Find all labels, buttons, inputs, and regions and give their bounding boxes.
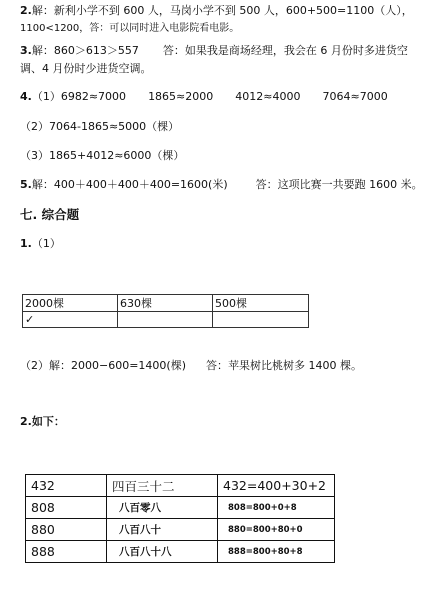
q1-part2-answer: 答：苹果树比桃树多 1400 棵。 xyxy=(206,359,362,372)
q5-number: 5. xyxy=(20,178,32,191)
check-mark-cell xyxy=(23,312,118,328)
table-row xyxy=(26,475,335,497)
table-row xyxy=(23,312,309,328)
table-row xyxy=(26,497,335,519)
table-cell: 880=800+80+0 xyxy=(218,519,335,541)
q4-number: 4. xyxy=(20,90,32,103)
q4-estimate-1: 6982≈7000 xyxy=(60,90,127,103)
table-cell: 2000棵 xyxy=(23,295,118,312)
q4-estimate-4: 7064≈7000 xyxy=(322,90,388,103)
q5-line xyxy=(20,177,423,193)
table-cell: 630棵 xyxy=(118,295,213,312)
q4-part1-label: （1） xyxy=(31,90,61,103)
q1-part1-line xyxy=(20,236,61,252)
table-cell: 500棵 xyxy=(213,295,309,312)
table-cell: 432 xyxy=(26,475,107,497)
table-cell: 808=800+0+8 xyxy=(218,497,335,519)
q1-part1-label: （1） xyxy=(31,237,61,250)
q4-part3: （3）1865+4012≈6000（棵） xyxy=(20,149,185,162)
table-cell: 四百三十二 xyxy=(107,475,218,497)
table-cell: 880 xyxy=(26,519,107,541)
table-cell: 808 xyxy=(26,497,107,519)
q3-line1 xyxy=(20,43,408,59)
q1-part2-solution: （2）解：2000−600=1400(棵) xyxy=(20,359,186,372)
q4-part2: （2）7064-1865≈5000（棵） xyxy=(20,120,180,133)
table-cell: 八百八十 xyxy=(107,519,218,541)
q1-part2-line xyxy=(20,358,362,374)
table-cell xyxy=(213,312,309,328)
q5-solution: 解：400＋400＋400＋400=1600(米) xyxy=(31,178,228,191)
q2-number: 2. xyxy=(20,4,32,17)
table-cell: 432=400+30+2 xyxy=(218,475,335,497)
q3-number: 3. xyxy=(20,44,32,57)
table-row xyxy=(26,541,335,563)
table-row xyxy=(26,519,335,541)
table-cell: 888 xyxy=(26,541,107,563)
table-row xyxy=(23,295,309,312)
table-cell: 888=800+80+8 xyxy=(218,541,335,563)
q2b-text: 如下： xyxy=(31,415,65,428)
table-cell: 八百八十八 xyxy=(107,541,218,563)
tree-count-table xyxy=(22,294,309,328)
section-title: 七. 综合题 xyxy=(20,207,80,222)
q5-answer: 答：这项比赛一共要跑 1600 米。 xyxy=(255,178,423,191)
q3-answer: 答：如果我是商场经理，我会在 6 月份时多进货空 xyxy=(162,44,408,57)
number-table xyxy=(25,474,335,563)
q2-line2: 1100<1200，答：可以同时进入电影院看电影。 xyxy=(20,23,240,34)
q2-line1 xyxy=(20,3,413,19)
q2-text-line1: 解：新利小学不到 600 人，马岗小学不到 500 人，600+500=1100（人）， xyxy=(31,4,413,17)
q3-solution: 解：860＞613＞557 xyxy=(31,44,139,57)
q2b-number: 2. xyxy=(20,415,32,428)
q1-number: 1. xyxy=(20,237,32,250)
q4-estimate-2: 1865≈2000 xyxy=(148,90,214,103)
q2b-line xyxy=(20,414,65,430)
q4-estimate-3: 4012≈4000 xyxy=(235,90,301,103)
q3-line2: 调、4 月份时少进货空调。 xyxy=(20,62,152,75)
table-cell xyxy=(118,312,213,328)
check-mark-icon: ✓ xyxy=(25,313,35,326)
table-cell: 八百零八 xyxy=(107,497,218,519)
q4-part1 xyxy=(20,89,388,105)
